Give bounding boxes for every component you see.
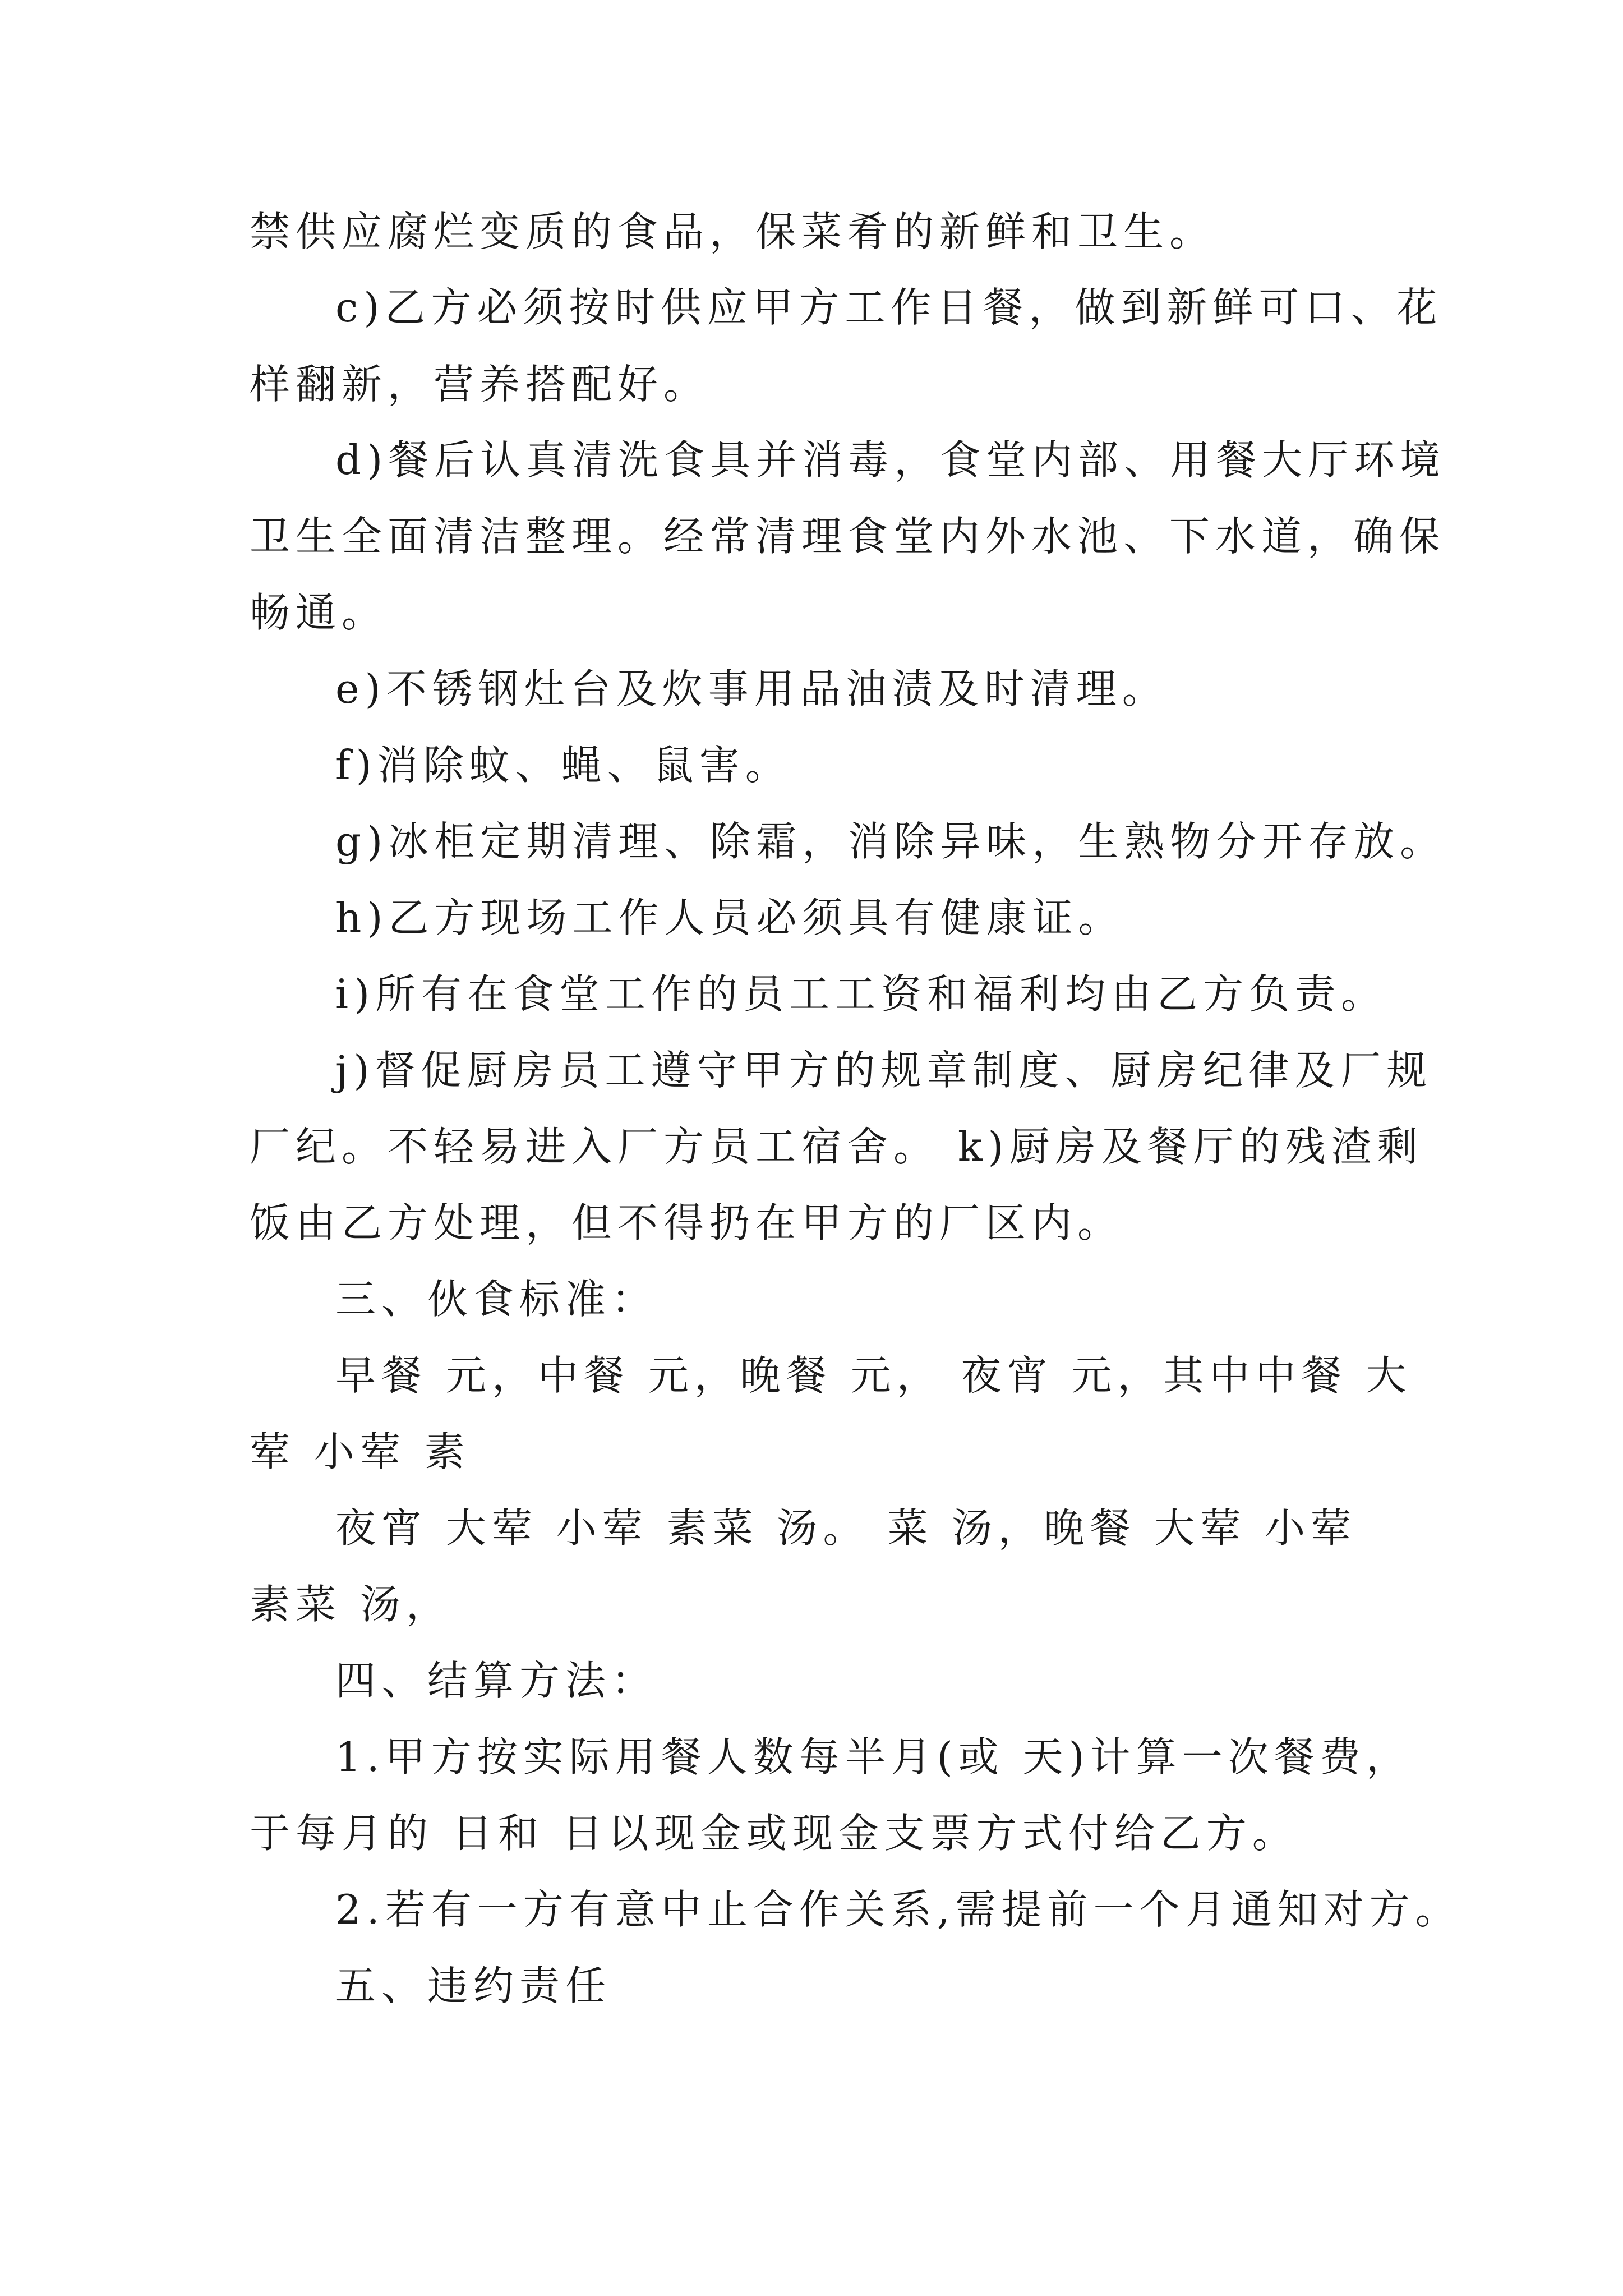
text-line: d)餐后认真清洗食具并消毒，食堂内部、用餐大厅环境 (335, 436, 1446, 484)
text-line: c)乙方必须按时供应甲方工作日餐，做到新鲜可口、花 (335, 284, 1443, 331)
text-line: 荤 小荤 素 (250, 1428, 471, 1475)
text-line: 于每月的 日和 日以现金或现金支票方式付给乙方。 (250, 1810, 1298, 1857)
text-line: j)督促厨房员工遵守甲方的规章制度、厨房纪律及厂规 (335, 1047, 1433, 1094)
text-line: 厂纪。不轻易进入厂方员工宿舍。 k)厨房及餐厅的残渣剩 (250, 1123, 1423, 1170)
text-line: 素菜 汤， (250, 1581, 452, 1628)
section-heading: 四、结算方法： (335, 1657, 658, 1704)
text-line: g)冰柜定期清理、除霜，消除异味，生熟物分开存放。 (335, 818, 1446, 865)
text-line: e)不锈钢灶台及炊事用品油渍及时清理。 (335, 665, 1168, 712)
text-line: h)乙方现场工作人员必须具有健康证。 (335, 894, 1124, 941)
text-line: 早餐 元，中餐 元，晚餐 元， 夜宵 元，其中中餐 大 (335, 1352, 1412, 1399)
text-line: 2.若有一方有意中止合作关系,需提前一个月通知对方。 (335, 1886, 1461, 1933)
text-line: 饭由乙方处理，但不得扔在甲方的厂区内。 (250, 1199, 1124, 1246)
text-line: f)消除蚊、蝇、鼠害。 (335, 742, 791, 789)
section-heading: 五、违约责任 (335, 1962, 612, 2009)
text-line: i)所有在食堂工作的员工工资和福利均由乙方负责。 (335, 970, 1387, 1018)
text-line: 禁供应腐烂变质的食品，保菜肴的新鲜和卫生。 (250, 208, 1216, 255)
text-line: 夜宵 大荤 小荤 素菜 汤。 菜 汤，晚餐 大荤 小荤 (335, 1504, 1357, 1552)
text-line: 卫生全面清洁整理。经常清理食堂内外水池、下水道，确保 (250, 513, 1446, 560)
text-line: 畅通。 (250, 589, 388, 636)
text-line: 样翻新，营养搭配好。 (250, 361, 710, 408)
section-heading: 三、伙食标准： (335, 1276, 658, 1323)
text-line: 1.甲方按实际用餐人数每半月(或 天)计算一次餐费， (335, 1733, 1412, 1780)
